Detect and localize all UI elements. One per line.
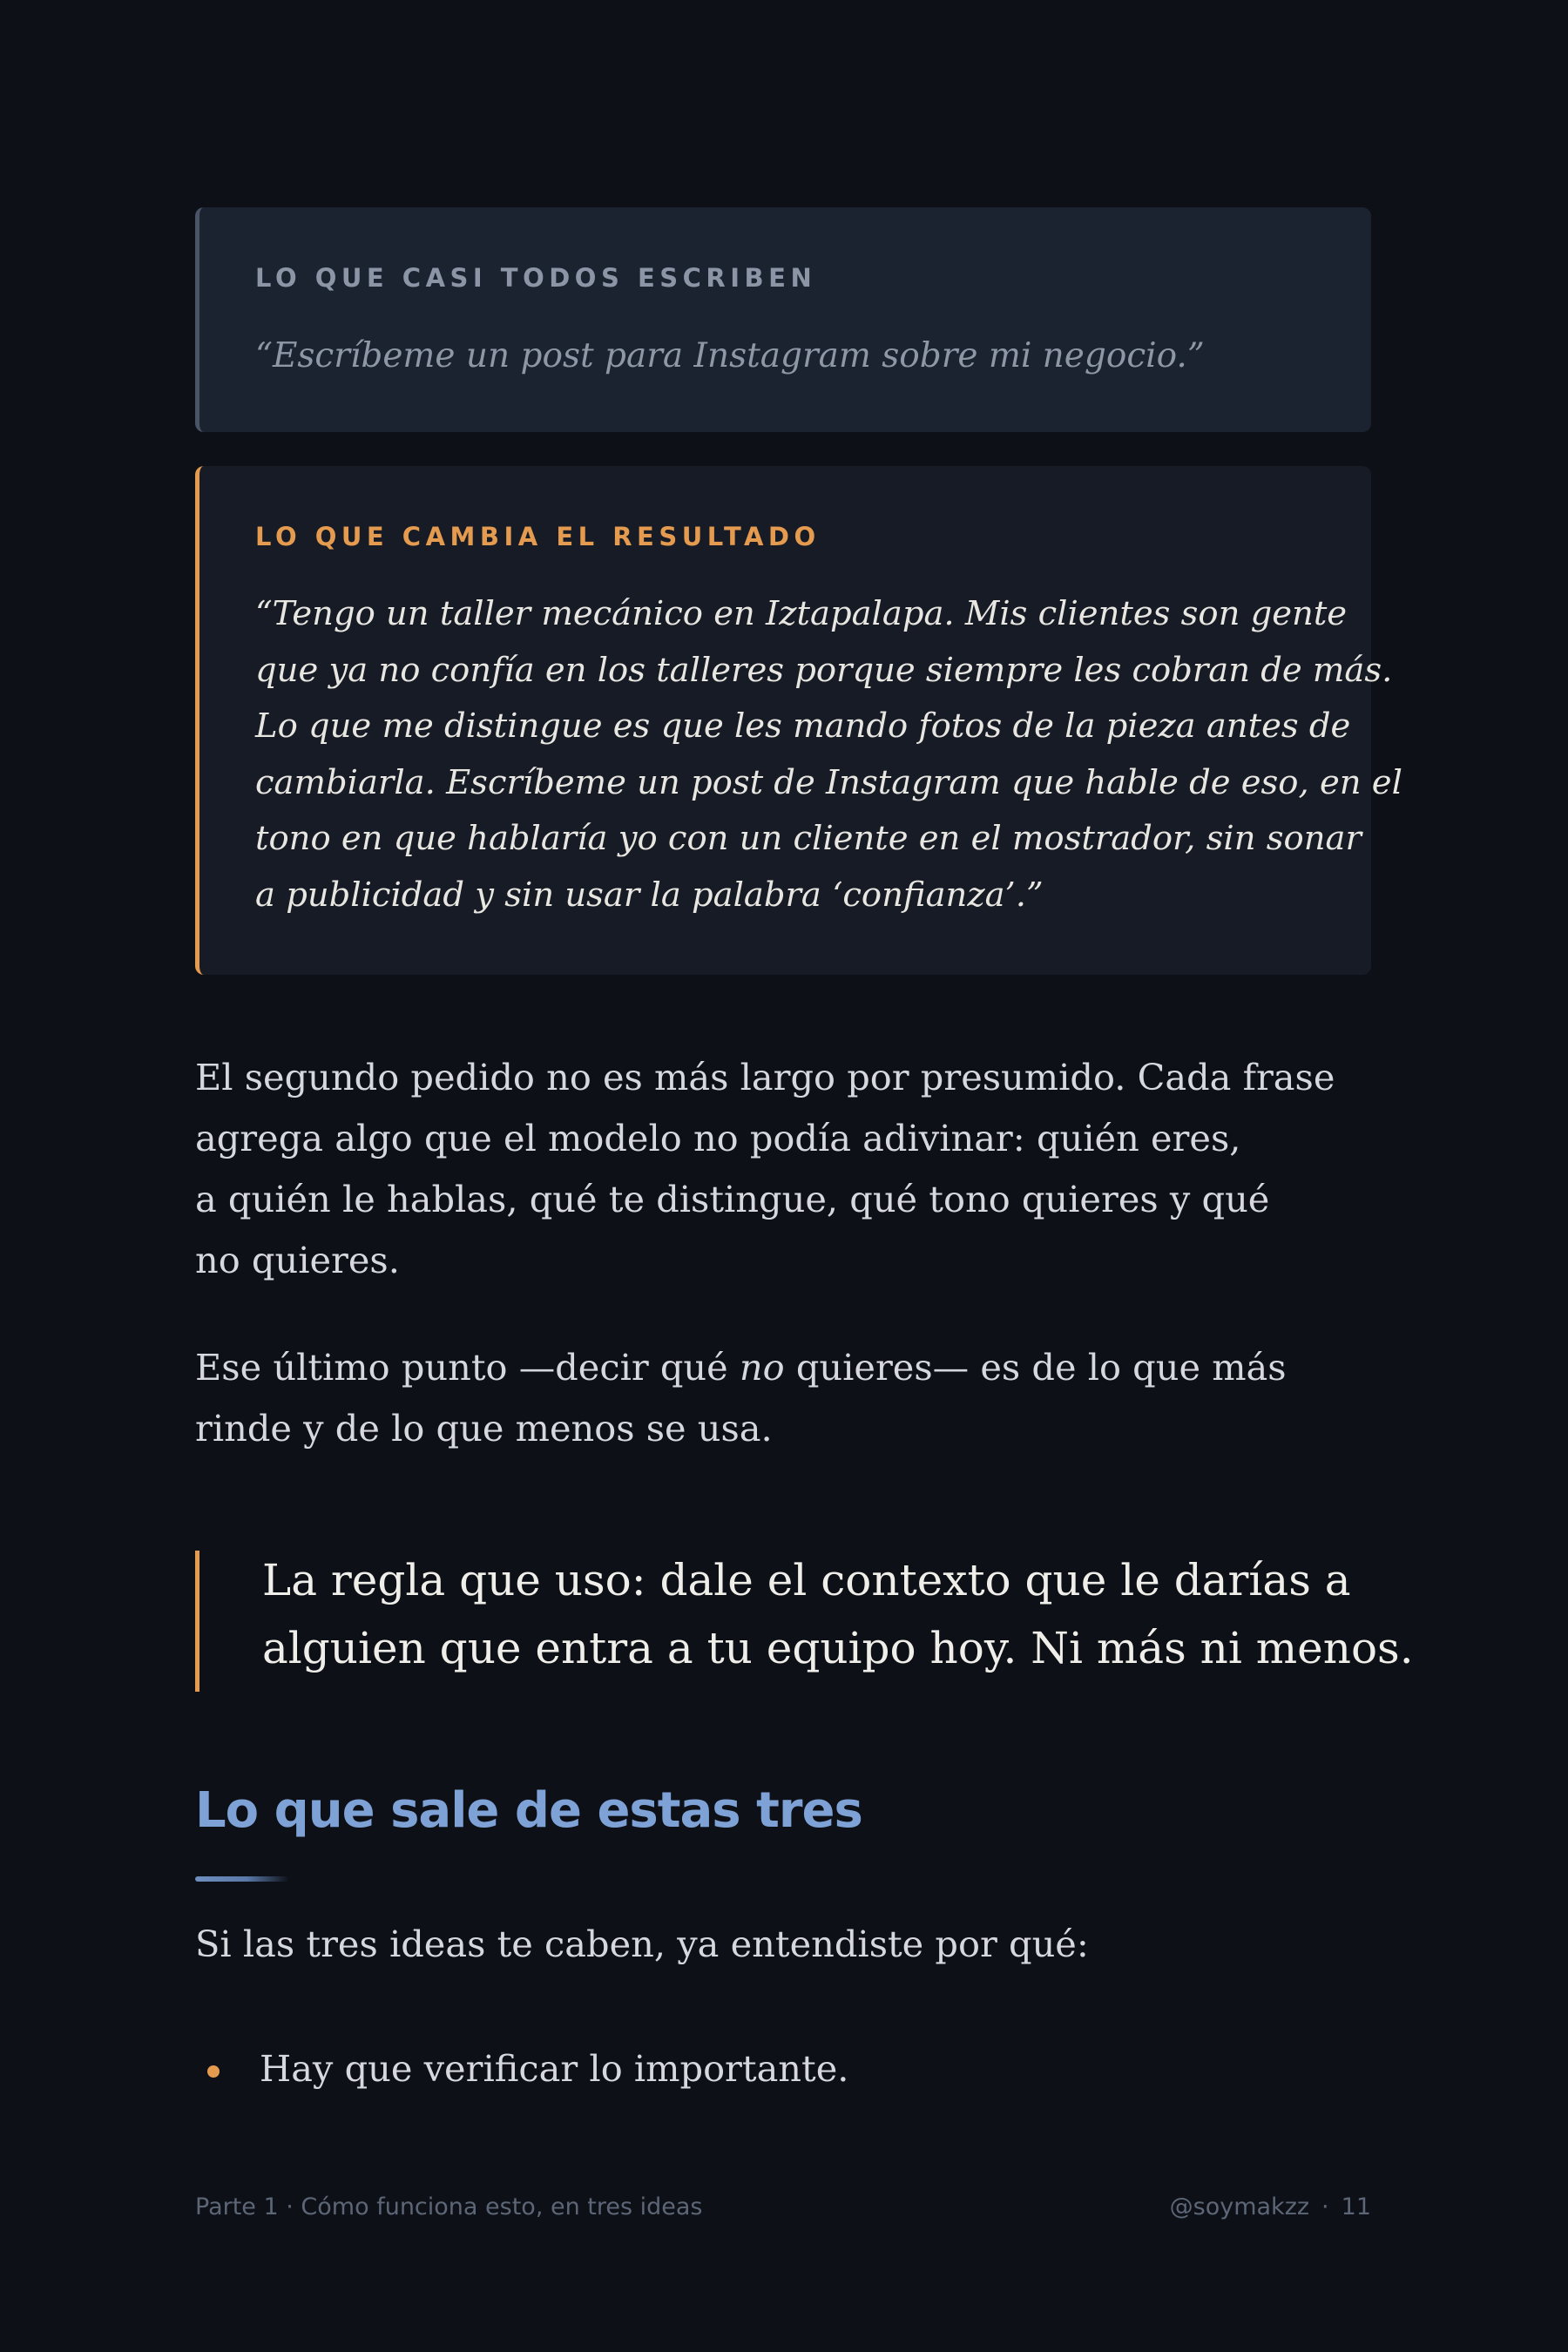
quote-line: tono en que hablaría yo con un cliente en el mostrador, sin sonar bbox=[255, 819, 1362, 858]
section-heading: Lo que sale de estas tres bbox=[195, 1782, 862, 1839]
better-prompt-callout bbox=[195, 466, 1402, 975]
footer-chapter: Parte 1 · Cómo funciona esto, en tres ideas bbox=[195, 2193, 703, 2220]
common-prompt-callout bbox=[195, 207, 1371, 432]
quote-line: a publicidad y sin usar la palabra ‘confianza’.” bbox=[255, 875, 1044, 915]
bullet-icon bbox=[207, 2065, 220, 2078]
quote-line: alguien que entra a tu equipo hoy. Ni más ni menos. bbox=[262, 1623, 1414, 1673]
text-segment: Ese último punto —decir qué bbox=[195, 1346, 740, 1389]
quote-line: La regla que uso: dale el contexto que le darías a bbox=[262, 1555, 1351, 1605]
text-line: rinde y de lo que menos se usa. bbox=[195, 1407, 773, 1450]
text-line: no quieres. bbox=[195, 1239, 400, 1281]
pull-quote-text bbox=[262, 1546, 1414, 1682]
footer-handle: @soymakzz bbox=[1169, 2193, 1310, 2220]
quote-line: que ya no confía en los talleres porque siempre les cobran de más. bbox=[255, 650, 1393, 690]
emphasis: no bbox=[739, 1346, 785, 1389]
quote-line: “Tengo un taller mecánico en Iztapalapa. Mis clientes son gente bbox=[255, 594, 1348, 633]
text-line bbox=[195, 1337, 1371, 1398]
callout-quote: “Escríbeme un post para Instagram sobre mi negocio.” bbox=[255, 336, 1205, 375]
callout-quote bbox=[255, 586, 1402, 923]
text-line: a quién le hablas, qué te distingue, qué tono quieres y qué bbox=[195, 1178, 1270, 1220]
quote-line: cambiarla. Escríbeme un post de Instagram que hable de eso, en el bbox=[255, 762, 1402, 802]
section-intro: Si las tres ideas te caben, ya entendiste por qué: bbox=[195, 1923, 1089, 1965]
list-item bbox=[195, 2038, 1371, 2099]
quote-line: Lo que me distingue es que les mando fotos de la pieza antes de bbox=[255, 706, 1351, 746]
footer-separator: · bbox=[1321, 2193, 1329, 2220]
body-paragraph bbox=[195, 1337, 1371, 1459]
text-line: El segundo pedido no es más largo por presumido. Cada frase bbox=[195, 1056, 1335, 1098]
callout-label: LO QUE CAMBIA EL RESULTADO bbox=[255, 522, 821, 551]
callout-label: LO QUE CASI TODOS ESCRIBEN bbox=[255, 263, 817, 293]
body-paragraph bbox=[195, 1047, 1371, 1291]
pull-quote bbox=[195, 1551, 1414, 1692]
list-item-text: Hay que verificar lo importante. bbox=[260, 2047, 849, 2090]
heading-underline bbox=[195, 1876, 289, 1882]
page-number: 11 bbox=[1341, 2193, 1371, 2220]
text-segment: quieres— es de lo que más bbox=[784, 1346, 1287, 1389]
footer-meta bbox=[1170, 2193, 1371, 2220]
text-line: agrega algo que el modelo no podía adivinar: quién eres, bbox=[195, 1117, 1241, 1159]
